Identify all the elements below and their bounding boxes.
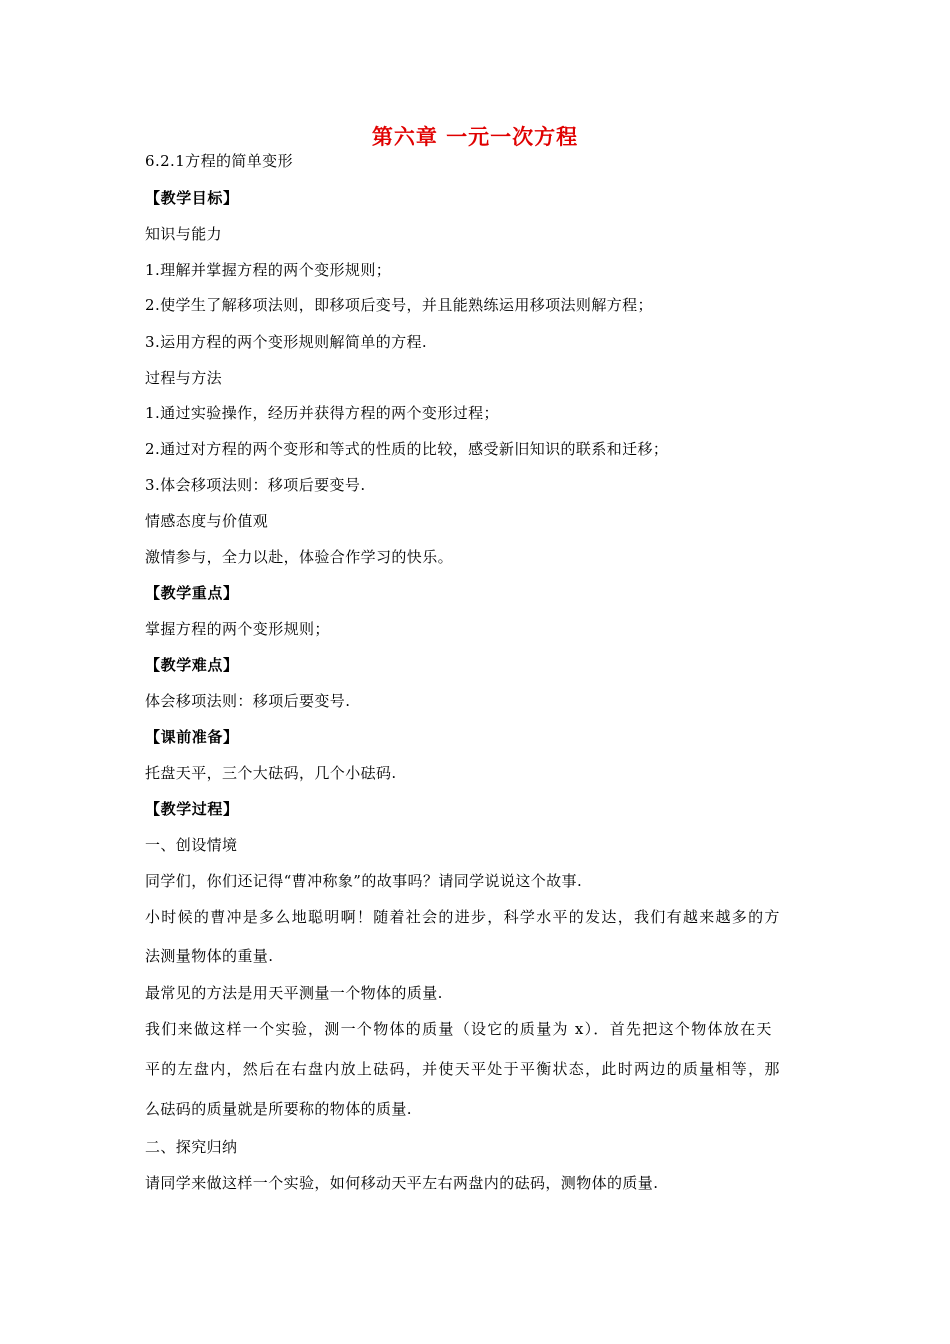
paragraph-line: 我们来做这样一个实验，测一个物体的质量（设它的质量为 x）．首先把这个物体放在天: [145, 1020, 773, 1038]
paragraph-line: 托盘天平，三个大砝码，几个小砝码.: [145, 764, 397, 782]
paragraph-line: 3.体会移项法则：移项后要变号.: [145, 476, 366, 494]
paragraph-line: 1.通过实验操作，经历并获得方程的两个变形过程；: [145, 404, 499, 422]
heading-preparation: 【课前准备】: [145, 728, 239, 746]
paragraph-line: 同学们，你们还记得“曹冲称象”的故事吗？请同学说说这个故事.: [145, 872, 583, 890]
subheading-scenario: 一、创设情境: [145, 836, 238, 854]
subheading-process: 过程与方法: [145, 369, 223, 387]
paragraph-line: 3.运用方程的两个变形规则解简单的方程.: [145, 333, 428, 351]
subheading-attitude: 情感态度与价值观: [145, 512, 269, 530]
paragraph-line: 小时候的曹冲是多么地聪明啊！随着社会的进步，科学水平的发达，我们有越来越多的方: [145, 908, 781, 926]
heading-key-points: 【教学重点】: [145, 584, 239, 602]
paragraph-line: 法测量物体的重量.: [145, 947, 274, 965]
section-number: 6.2.1方程的简单变形: [145, 152, 293, 170]
subheading-explore: 二、探究归纳: [145, 1138, 238, 1156]
chapter-title: 第六章 一元一次方程: [371, 125, 579, 149]
paragraph-line: 1.理解并掌握方程的两个变形规则；: [145, 261, 392, 279]
heading-teaching-process: 【教学过程】: [145, 800, 239, 818]
paragraph-line: 掌握方程的两个变形规则；: [145, 620, 330, 638]
subheading-knowledge: 知识与能力: [145, 225, 223, 243]
paragraph-line: 平的左盘内，然后在右盘内放上砝码，并使天平处于平衡状态，此时两边的质量相等，那: [145, 1060, 781, 1078]
paragraph-line: 2.通过对方程的两个变形和等式的性质的比较，感受新旧知识的联系和迁移；: [145, 440, 669, 458]
paragraph-line: 激情参与，全力以赴，体验合作学习的快乐。: [145, 548, 454, 566]
heading-difficulties: 【教学难点】: [145, 656, 239, 674]
paragraph-line: 2.使学生了解移项法则，即移项后变号，并且能熟练运用移项法则解方程；: [145, 296, 653, 314]
heading-teaching-goals: 【教学目标】: [145, 189, 239, 207]
paragraph-line: 请同学来做这样一个实验，如何移动天平左右两盘内的砝码，测物体的质量.: [145, 1174, 659, 1192]
paragraph-line: 么砝码的质量就是所要称的物体的质量.: [145, 1100, 412, 1118]
paragraph-line: 体会移项法则：移项后要变号.: [145, 692, 351, 710]
paragraph-line: 最常见的方法是用天平测量一个物体的质量.: [145, 984, 443, 1002]
